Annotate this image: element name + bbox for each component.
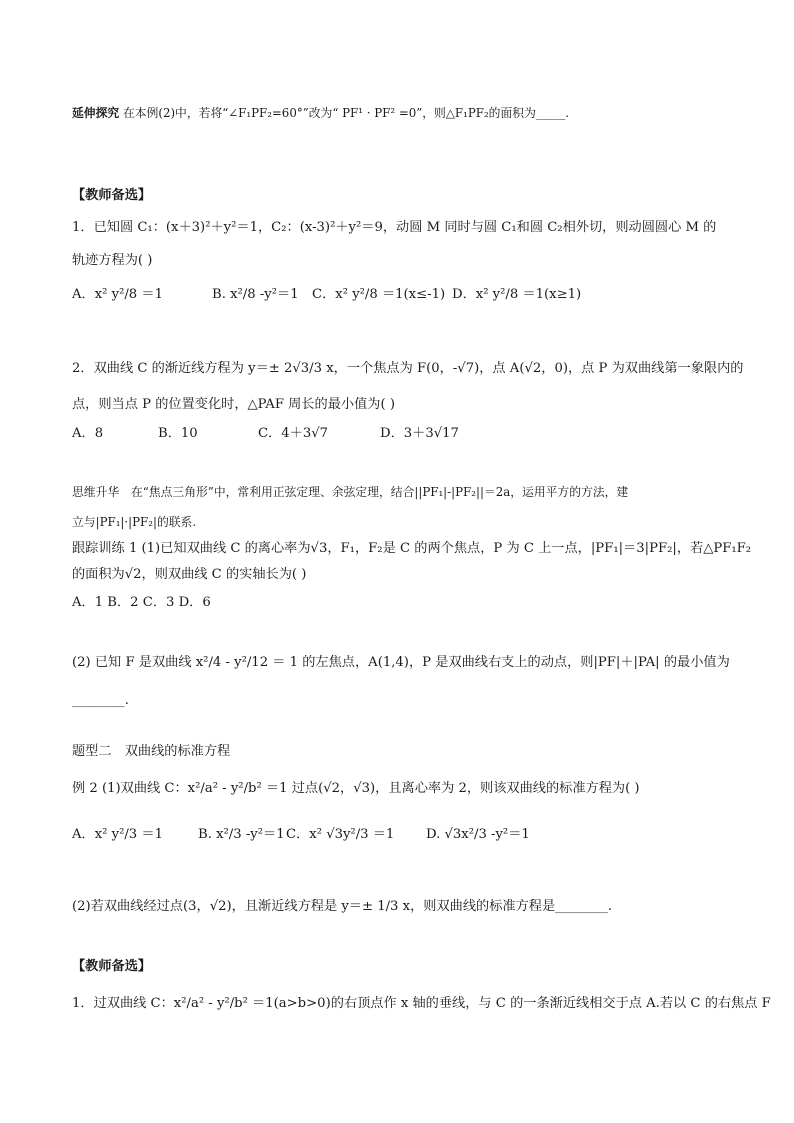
practice1-part2-line1: (2) 已知 F 是双曲线 x²/4 - y²/12 ＝ 1 的左焦点，A(1,4)，P 是双曲线右支上的动点，则|PF|＋|PA| 的最小值为 [72, 655, 730, 670]
thinking-line1: 思维升华 在“焦点三角形”中，常利用正弦定理、余弦定理，结合||PF₁|-|PF₂||＝2a，运用平方的方法，建 [72, 485, 629, 499]
teacher1-q2-line1: 2．双曲线 C 的渐近线方程为 y＝± 2√3/3 x，一个焦点为 F(0，-√7)，点 A(√2，0)，点 P 为双曲线第一象限内的 [72, 361, 744, 376]
example2-part2: (2)若双曲线经过点(3，√2)，且渐近线方程是 y＝± 1/3 x，则双曲线的标准方程是________. [72, 899, 613, 914]
option-a: A．x² y²/3 ＝1 [72, 827, 163, 842]
teacher-heading-1: 【教师备选】 [72, 188, 152, 203]
teacher2-q1-line1: 1．过双曲线 C：x²/a² - y²/b² ＝1(a>b>0)的右顶点作 x 轴的垂线，与 C 的一条渐近线相交于点 A.若以 C 的右焦点 F [72, 996, 771, 1011]
thinking-line2: 立与|PF₁|·|PF₂|的联系. [72, 515, 197, 529]
example2-line1: 例 2 (1)双曲线 C：x²/a² - y²/b² ＝1 过点(√2，√3)，且离心率为 2，则该双曲线的标准方程为( ) [72, 781, 640, 796]
option-c: C．x² y²/8 ＝1(x≤-1) [312, 287, 446, 302]
extension-label: 延伸探究 [72, 106, 120, 120]
option-d: D．3＋3√17 [380, 426, 459, 441]
option-d: D．x² y²/8 ＝1(x≥1) [452, 287, 582, 302]
teacher1-q2-line2: 点，则当点 P 的位置变化时，△PAF 周长的最小值为( ) [72, 397, 395, 412]
practice1-part2-line2: ________. [72, 693, 129, 708]
option-b: B. x²/8 -y²＝1 [212, 287, 299, 302]
teacher1-q1-line2: 轨迹方程为( ) [72, 253, 153, 268]
option-a: A．x² y²/8 ＝1 [72, 287, 163, 302]
option-a: A．8 [72, 426, 104, 441]
teacher-heading-2: 【教师备选】 [72, 959, 152, 974]
teacher1-q1-options [72, 286, 732, 308]
type2-heading: 题型二 双曲线的标准方程 [72, 744, 231, 759]
option-d: D. √3x²/3 -y²＝1 [426, 827, 530, 842]
teacher1-q2-options [72, 425, 732, 447]
practice1-line3: A．1 B．2 C．3 D．6 [72, 595, 211, 610]
option-c: C．x² √3y²/3 ＝1 [286, 827, 395, 842]
option-b: B．10 [158, 426, 198, 441]
teacher1-q1-line1: 1．已知圆 C₁：(x＋3)²＋y²＝1，C₂：(x-3)²＋y²＝9，动圆 M 同时与圆 C₁和圆 C₂相外切，则动圆圆心 M 的 [72, 220, 717, 235]
example2-options [72, 826, 732, 848]
extension-paragraph [72, 104, 732, 122]
option-c: C．4＋3√7 [258, 426, 329, 441]
practice1-line1: 跟踪训练 1 (1)已知双曲线 C 的离心率为√3，F₁，F₂是 C 的两个焦点，P 为 C 上一点，|PF₁|＝3|PF₂|，若△PF₁F₂ [72, 541, 752, 556]
extension-text: 在本例(2)中，若将“∠F₁PF₂=60°”改为“ PF¹ · PF² =0”，则△F₁PF₂的面积为_____. [122, 106, 570, 120]
practice1-line2: 的面积为√2，则双曲线 C 的实轴长为( ) [72, 567, 307, 582]
option-b: B. x²/3 -y²＝1 [198, 827, 285, 842]
